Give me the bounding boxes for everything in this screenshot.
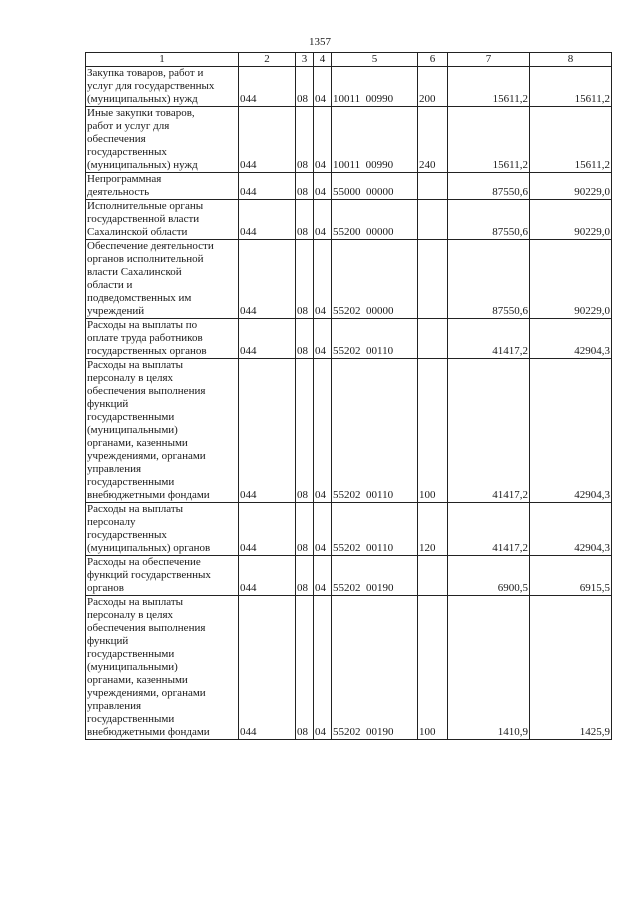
row-amount-col7: 1410,9	[448, 596, 530, 740]
row-amount-col8: 90229,0	[530, 200, 612, 240]
row-section-code: 08	[296, 67, 314, 107]
row-target-article: 10011 00990	[332, 67, 418, 107]
row-subsection-code: 04	[314, 173, 332, 200]
row-name: Расходы на выплаты персоналу в целях обеспечения выполнения функций государственными (муниципальными) органами, казенными учреждениями, органами управления государственными внебюджетными фондами	[86, 359, 239, 503]
row-name: Непрограммная деятельность	[86, 173, 239, 200]
row-target-article: 55202 00000	[332, 240, 418, 319]
table-row	[86, 556, 612, 596]
table-row	[86, 200, 612, 240]
row-expense-type	[418, 200, 448, 240]
row-amount-col7: 15611,2	[448, 67, 530, 107]
row-amount-col8: 15611,2	[530, 107, 612, 173]
row-amount-col8: 90229,0	[530, 173, 612, 200]
header-col-1: 1	[86, 53, 239, 67]
row-subsection-code: 04	[314, 596, 332, 740]
table-row	[86, 173, 612, 200]
table-row	[86, 240, 612, 319]
row-ministry-code: 044	[239, 596, 296, 740]
row-subsection-code: 04	[314, 240, 332, 319]
header-col-5: 5	[332, 53, 418, 67]
row-expense-type	[418, 556, 448, 596]
row-ministry-code: 044	[239, 503, 296, 556]
row-section-code: 08	[296, 107, 314, 173]
row-amount-col8: 42904,3	[530, 359, 612, 503]
row-target-article: 55000 00000	[332, 173, 418, 200]
row-ministry-code: 044	[239, 67, 296, 107]
header-col-8: 8	[530, 53, 612, 67]
row-subsection-code: 04	[314, 503, 332, 556]
row-ministry-code: 044	[239, 240, 296, 319]
row-amount-col7: 41417,2	[448, 319, 530, 359]
row-target-article: 55202 00190	[332, 556, 418, 596]
row-subsection-code: 04	[314, 319, 332, 359]
row-subsection-code: 04	[314, 67, 332, 107]
header-col-7: 7	[448, 53, 530, 67]
header-col-2: 2	[239, 53, 296, 67]
table-row	[86, 596, 612, 740]
row-amount-col7: 6900,5	[448, 556, 530, 596]
row-section-code: 08	[296, 319, 314, 359]
row-name: Расходы на выплаты по оплате труда работников государственных органов	[86, 319, 239, 359]
row-subsection-code: 04	[314, 200, 332, 240]
row-target-article: 10011 00990	[332, 107, 418, 173]
table-row	[86, 503, 612, 556]
row-name: Расходы на выплаты персоналу государственных (муниципальных) органов	[86, 503, 239, 556]
row-name: Расходы на выплаты персоналу в целях обеспечения выполнения функций государственными (муниципальными) органами, казенными учреждениями, органами управления государственными внебюджетными фондами	[86, 596, 239, 740]
row-section-code: 08	[296, 200, 314, 240]
table-row	[86, 319, 612, 359]
row-amount-col8: 42904,3	[530, 503, 612, 556]
header-col-6: 6	[418, 53, 448, 67]
row-subsection-code: 04	[314, 359, 332, 503]
row-expense-type: 240	[418, 107, 448, 173]
row-amount-col8: 42904,3	[530, 319, 612, 359]
row-name: Закупка товаров, работ и услуг для государственных (муниципальных) нужд	[86, 67, 239, 107]
row-ministry-code: 044	[239, 319, 296, 359]
row-amount-col8: 1425,9	[530, 596, 612, 740]
row-amount-col7: 41417,2	[448, 503, 530, 556]
row-expense-type	[418, 240, 448, 319]
row-expense-type: 100	[418, 359, 448, 503]
row-target-article: 55202 00190	[332, 596, 418, 740]
row-target-article: 55202 00110	[332, 359, 418, 503]
row-name: Обеспечение деятельности органов исполнительной власти Сахалинской области и подведомственных им учреждений	[86, 240, 239, 319]
row-amount-col8: 6915,5	[530, 556, 612, 596]
row-ministry-code: 044	[239, 107, 296, 173]
row-amount-col7: 87550,6	[448, 240, 530, 319]
row-ministry-code: 044	[239, 200, 296, 240]
row-ministry-code: 044	[239, 173, 296, 200]
row-amount-col7: 15611,2	[448, 107, 530, 173]
row-amount-col7: 87550,6	[448, 173, 530, 200]
row-section-code: 08	[296, 173, 314, 200]
row-name: Иные закупки товаров, работ и услуг для обеспечения государственных (муниципальных) нужд	[86, 107, 239, 173]
row-amount-col7: 87550,6	[448, 200, 530, 240]
row-section-code: 08	[296, 503, 314, 556]
row-target-article: 55202 00110	[332, 319, 418, 359]
row-target-article: 55202 00110	[332, 503, 418, 556]
header-col-4: 4	[314, 53, 332, 67]
row-target-article: 55200 00000	[332, 200, 418, 240]
budget-table	[85, 52, 612, 740]
table-row	[86, 359, 612, 503]
row-section-code: 08	[296, 359, 314, 503]
table-row	[86, 67, 612, 107]
row-subsection-code: 04	[314, 107, 332, 173]
row-amount-col8: 90229,0	[530, 240, 612, 319]
row-expense-type: 100	[418, 596, 448, 740]
row-expense-type	[418, 173, 448, 200]
row-ministry-code: 044	[239, 359, 296, 503]
page-number: 1357	[309, 36, 331, 48]
row-name: Расходы на обеспечение функций государственных органов	[86, 556, 239, 596]
row-name: Исполнительные органы государственной власти Сахалинской области	[86, 200, 239, 240]
header-row	[86, 53, 612, 67]
header-col-3: 3	[296, 53, 314, 67]
table-row	[86, 107, 612, 173]
row-subsection-code: 04	[314, 556, 332, 596]
row-amount-col8: 15611,2	[530, 67, 612, 107]
row-amount-col7: 41417,2	[448, 359, 530, 503]
row-section-code: 08	[296, 240, 314, 319]
row-ministry-code: 044	[239, 556, 296, 596]
row-section-code: 08	[296, 596, 314, 740]
row-section-code: 08	[296, 556, 314, 596]
row-expense-type: 120	[418, 503, 448, 556]
row-expense-type: 200	[418, 67, 448, 107]
row-expense-type	[418, 319, 448, 359]
